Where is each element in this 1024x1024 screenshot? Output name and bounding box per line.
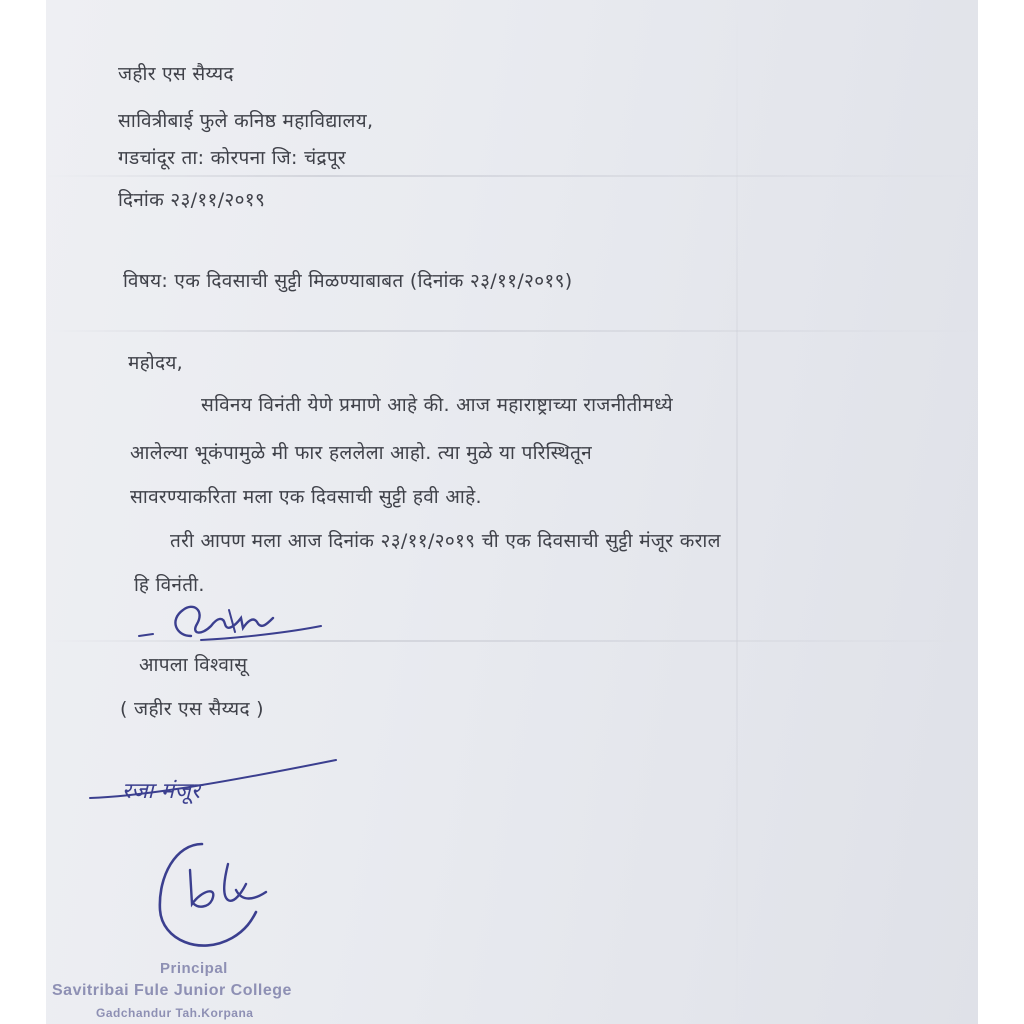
sender-address: गडचांदूर ता: कोरपना जि: चंद्रपूर [118, 147, 346, 169]
closing-yours: आपला विश्वासू [139, 654, 248, 676]
paper-fold [46, 330, 978, 332]
sender-signature [131, 596, 331, 656]
sender-name: जहीर एस सैय्यद [118, 63, 234, 85]
letter-subject: विषय: एक दिवसाची सुट्टी मिळण्याबाबत (दिनांक २३/११/२०१९) [123, 270, 573, 292]
paper-fold [736, 0, 738, 1024]
stamp-title: Principal [160, 960, 228, 977]
stamp-place: Gadchandur Tah.Korpana [96, 1006, 254, 1020]
closing-name: ( जहीर एस सैय्यद ) [120, 698, 264, 720]
paper-fold [46, 175, 978, 177]
body-line: हि विनंती. [134, 574, 205, 596]
sender-college: सावित्रीबाई फुले कनिष्ठ महाविद्यालय, [118, 110, 374, 132]
salutation: महोदय, [128, 352, 184, 374]
letter-date: दिनांक २३/११/२०१९ [118, 189, 266, 211]
body-line: सविनय विनंती येणे प्रमाणे आहे की. आज महाराष्ट्राच्या राजनीतीमध्ये [201, 394, 673, 416]
body-line: आलेल्या भूकंपामुळे मी फार हललेला आहो. त्या मुळे या परिस्थितून [130, 442, 593, 464]
principal-signature [146, 830, 286, 960]
approval-underline [86, 752, 346, 812]
letter-sheet [46, 0, 978, 1024]
approval-remark: रजा मंजूर [122, 779, 201, 804]
body-line: तरी आपण मला आज दिनांक २३/११/२०१९ ची एक दिवसाची सुट्टी मंजूर कराल [170, 530, 721, 552]
stamp-college: Savitribai Fule Junior College [52, 982, 292, 999]
body-line: सावरण्याकरिता मला एक दिवसाची सुट्टी हवी आहे. [130, 486, 482, 508]
